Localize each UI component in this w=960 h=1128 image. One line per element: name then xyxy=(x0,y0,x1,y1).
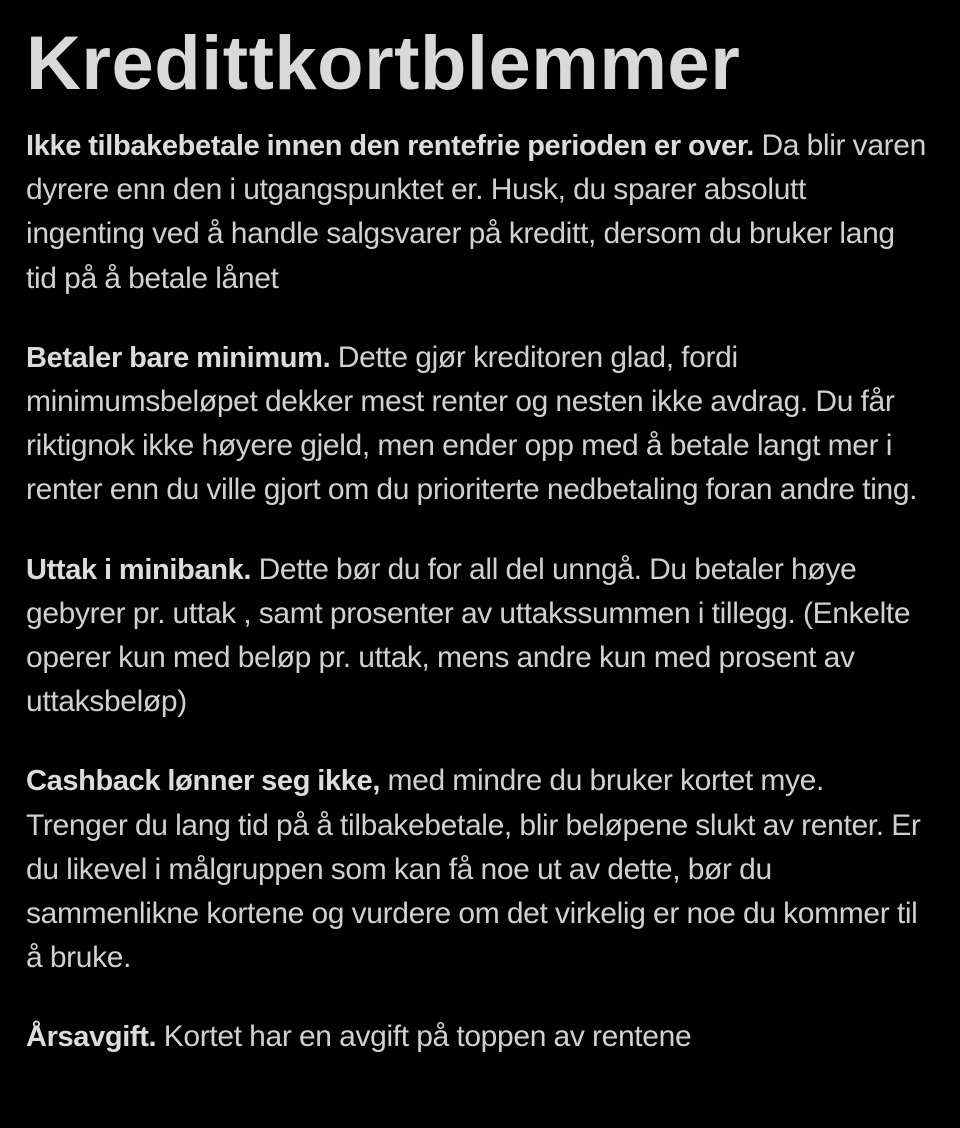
paragraph-body: med mindre du bruker kortet mye. Trenger du lang tid på å tilbakebetale, blir beløpene slukt av renter. Er du likevel i målgruppen som kan få noe ut av dette, bør du sammenlikne kortene og vurdere om det virkelig er noe du kommer til å bruke. xyxy=(26,764,921,975)
paragraph-body: Kortet har en avgift på toppen av rentene xyxy=(156,1020,692,1054)
paragraph-lead: Uttak i minibank. xyxy=(26,553,252,586)
article xyxy=(26,18,926,1060)
paragraph-lead: Cashback lønner seg ikke, xyxy=(26,765,381,798)
paragraph-minimum xyxy=(26,336,926,513)
page-title: Kredittkortblemmer xyxy=(26,21,741,106)
paragraph-body: Dette gjør kreditoren glad, fordi minimumsbeløpet dekker mest renter og nesten ikke avdrag. Du får riktignok ikke høyere gjeld, men ender opp med å betale langt mer i renter enn du ville gjort om du prioriterte nedbetaling foran andre ting. xyxy=(26,340,918,507)
paragraph-rentefri-periode xyxy=(26,124,926,301)
paragraph-minibank xyxy=(26,548,926,725)
paragraph-lead: Betaler bare minimum. xyxy=(26,341,331,374)
paragraph-body: Da blir varen dyrere enn den i utgangspunktet er. Husk, du sparer absolutt ingenting ved å handle salgsvarer på kreditt, dersom du bruker lang tid på å betale lånet xyxy=(26,129,926,295)
paragraph-cashback xyxy=(26,759,926,980)
paragraph-arsavgift xyxy=(26,1015,926,1059)
paragraph-lead: Årsavgift. xyxy=(26,1021,157,1054)
paragraph-lead: Ikke tilbakebetale innen den rentefrie perioden er over. xyxy=(26,130,754,162)
paragraph-body: Dette bør du for all del unngå. Du betaler høye gebyrer pr. uttak , samt prosenter av uttakssummen i tillegg. (Enkelte operer kun med beløp pr. uttak, mens andre kun med prosent av uttaksbeløp) xyxy=(26,552,911,719)
